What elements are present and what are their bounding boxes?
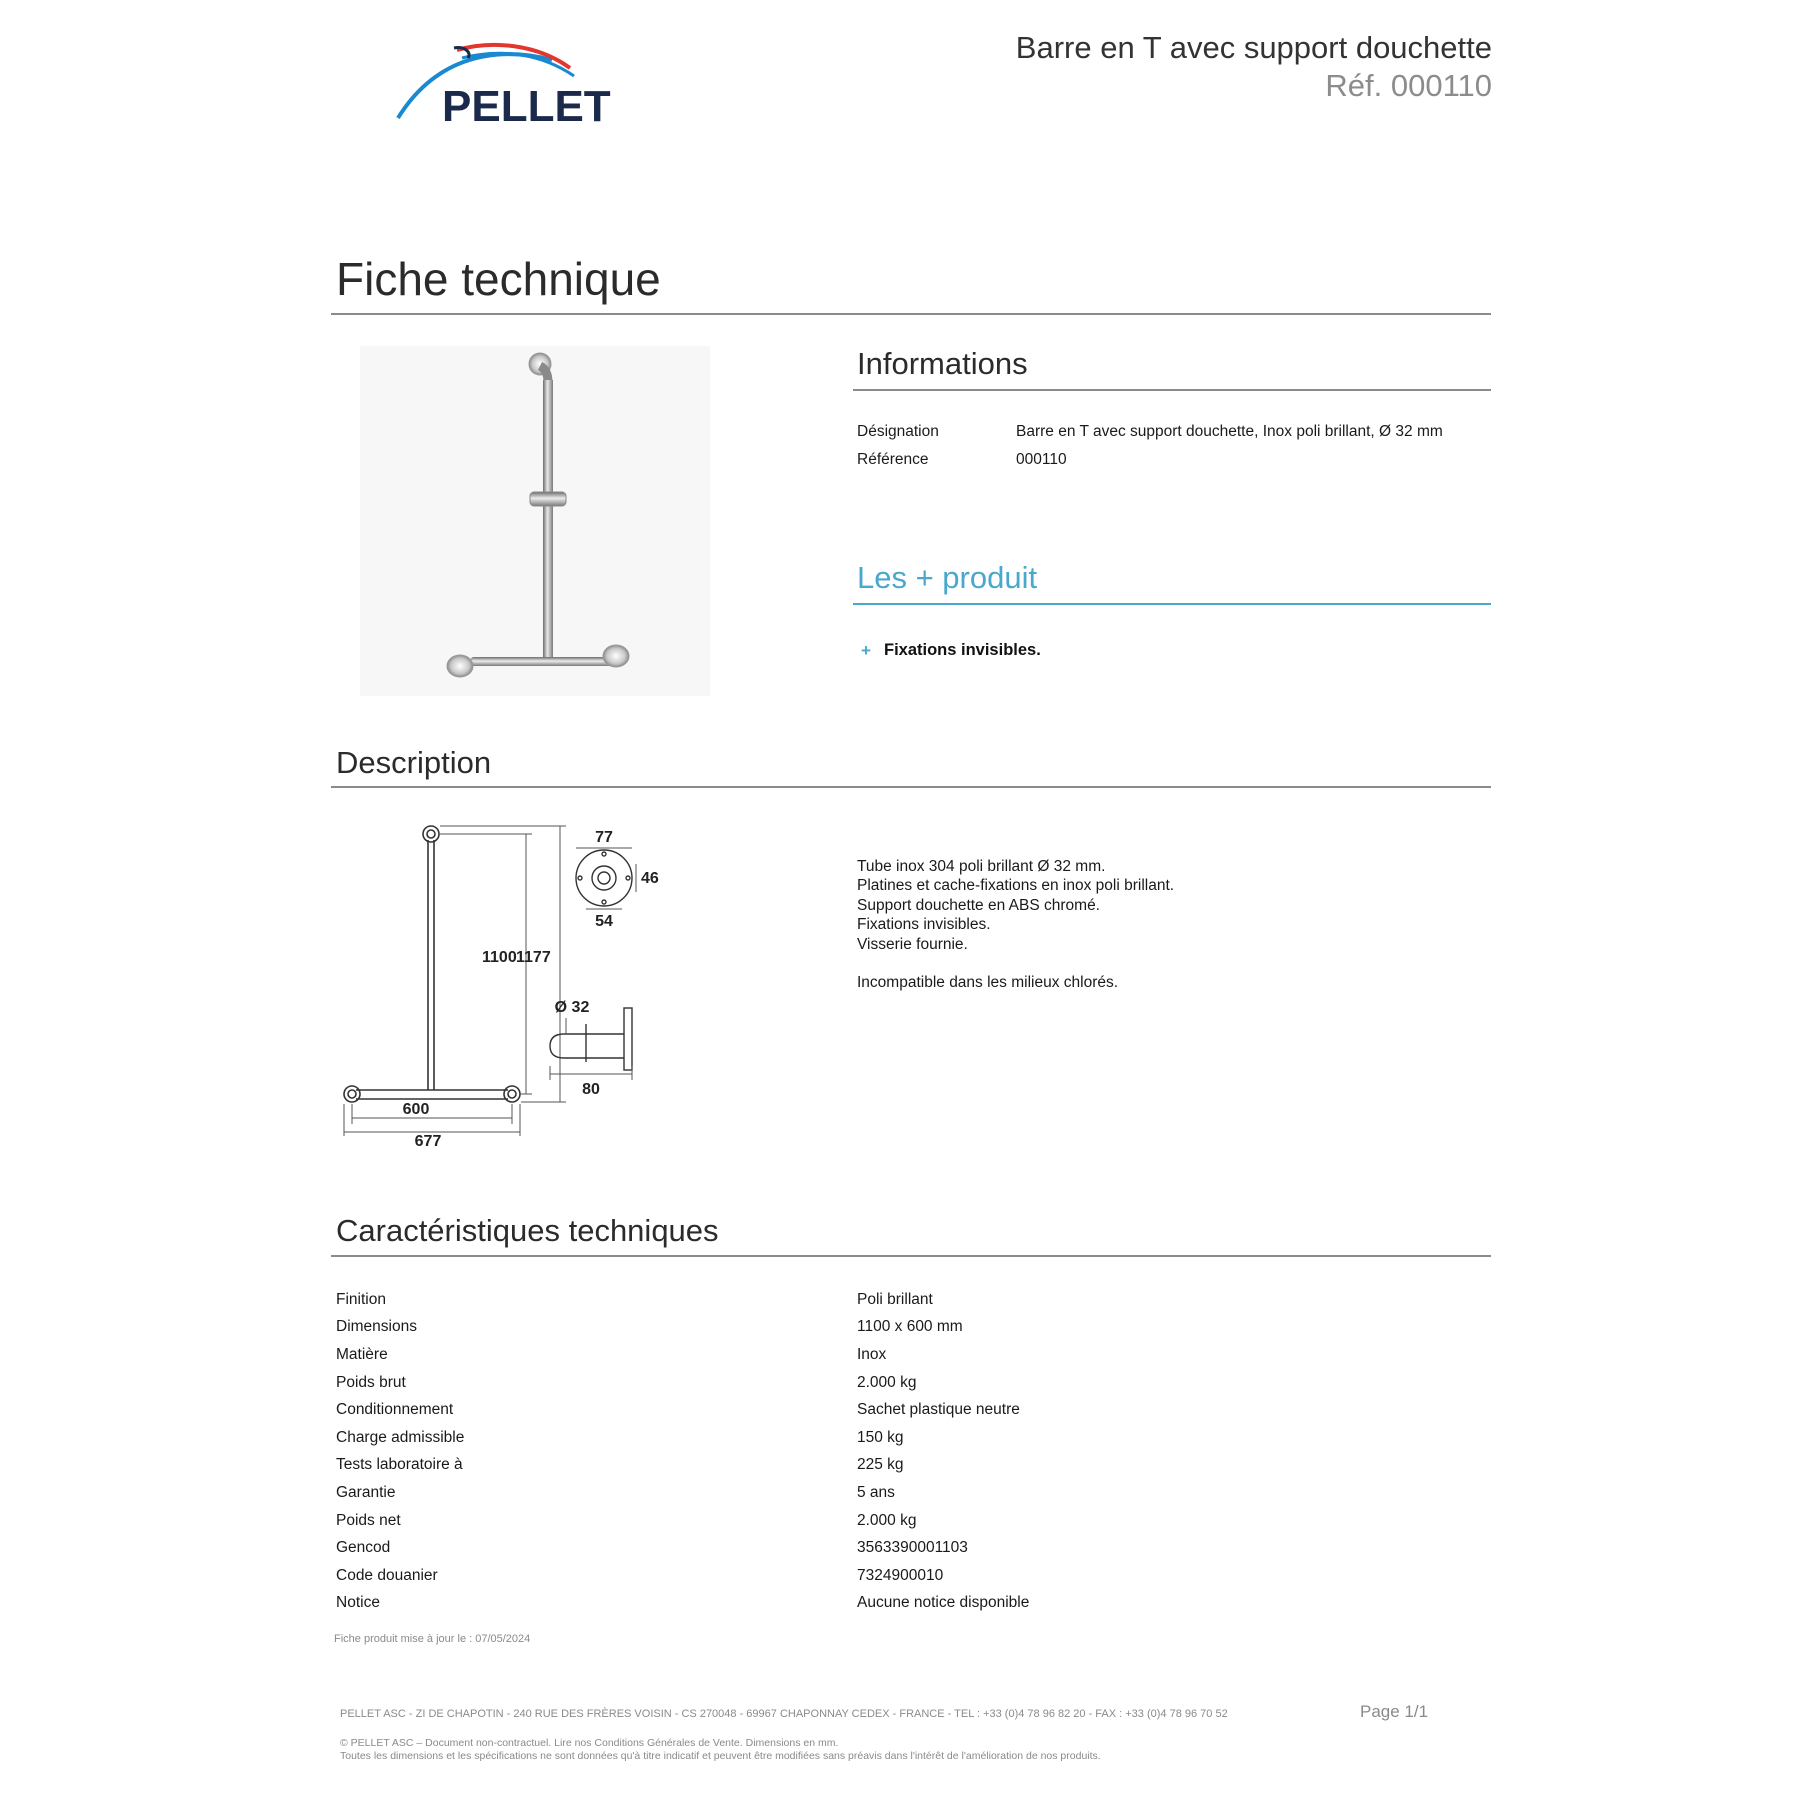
description-line: Visserie fournie. <box>857 935 968 953</box>
dim-plate-holes: 54 <box>595 913 613 930</box>
designation-value: Barre en T avec support douchette, Inox poli brillant, Ø 32 mm <box>1016 423 1443 440</box>
header-product-title: Barre en T avec support douchette <box>1015 30 1492 65</box>
table-row <box>336 1369 1486 1397</box>
plus-produit-title: Les + produit <box>857 560 1038 595</box>
dim-height-inner: 1100 <box>482 949 517 966</box>
dim-tube-diameter: Ø 32 <box>554 999 590 1016</box>
reference-value: 000110 <box>1016 451 1067 468</box>
description-text <box>857 857 1174 993</box>
description-line: Platines et cache-fixations en inox poli brillant. <box>857 877 1175 895</box>
footer-copyright: © PELLET ASC – Document non-contractuel. Lire nos Conditions Générales de Vente. Dimensions en mm. <box>340 1737 839 1749</box>
spec-value: 5 ans <box>857 1483 895 1501</box>
table-row <box>336 1286 1486 1314</box>
dim-width-outer: 677 <box>414 1133 442 1150</box>
dimension-diagram <box>336 812 676 1152</box>
table-row <box>336 1452 1486 1480</box>
spec-label: Code douanier <box>336 1566 438 1584</box>
spec-table <box>336 1286 1486 1617</box>
plus-produit-item: Fixations invisibles. <box>884 641 1041 659</box>
spec-label: Conditionnement <box>336 1401 454 1419</box>
updated-date: Fiche produit mise à jour le : 07/05/2024 <box>334 1633 531 1645</box>
spec-label: Charge admissible <box>336 1428 465 1446</box>
table-row <box>336 1590 1486 1618</box>
table-row <box>336 1479 1486 1507</box>
spec-label: Matière <box>336 1345 388 1363</box>
footer-disclaimer: Toutes les dimensions et les spécifications ne sont données qu'à titre indicatif et peuvent être modifiées sans préavis dans l'intérêt de l'amélioration de nos produits. <box>340 1750 1101 1762</box>
divider <box>331 786 1491 788</box>
spec-label: Poids brut <box>336 1373 406 1391</box>
table-row <box>336 1314 1486 1342</box>
description-line: Fixations invisibles. <box>857 916 991 934</box>
pellet-logo <box>392 38 642 128</box>
header-reference: Réf. 000110 <box>1325 68 1492 103</box>
description-line: Support douchette en ABS chromé. <box>857 896 1100 914</box>
spec-value: 7324900010 <box>857 1566 944 1584</box>
description-line: Tube inox 304 poli brillant Ø 32 mm. <box>857 858 1106 875</box>
spec-label: Gencod <box>336 1539 391 1557</box>
spec-value: 1100 x 600 mm <box>857 1318 963 1336</box>
spec-value: Sachet plastique neutre <box>857 1401 1020 1419</box>
spec-label: Tests laboratoire à <box>336 1456 463 1474</box>
description-title: Description <box>336 745 492 780</box>
spec-value: Aucune notice disponible <box>857 1594 1030 1612</box>
table-row <box>336 1396 1486 1424</box>
product-photo <box>360 346 710 696</box>
table-row <box>336 1507 1486 1535</box>
spec-value: Poli brillant <box>857 1290 933 1308</box>
dim-height-outer: 1177 <box>516 949 551 966</box>
description-line: Incompatible dans les milieux chlorés. <box>857 974 1119 992</box>
page-number: Page 1/1 <box>1360 1702 1429 1721</box>
page-title: Fiche technique <box>336 253 661 305</box>
spec-value: 3563390001103 <box>857 1539 968 1557</box>
caracteristiques-title: Caractéristiques techniques <box>336 1213 719 1248</box>
divider <box>853 389 1491 391</box>
designation-label: Désignation <box>857 423 939 440</box>
spec-label: Poids net <box>336 1511 401 1529</box>
informations-title: Informations <box>857 346 1028 381</box>
spec-label: Notice <box>336 1594 380 1612</box>
logo-wordmark: PELLET <box>442 82 611 128</box>
footer-address: PELLET ASC - ZI DE CHAPOTIN - 240 RUE DES FRÈRES VOISIN - CS 270048 - 69967 CHAPONNAY CEDEX - FRANCE - TEL : +33 (0)4 78 96 82 20 - FAX : +33 (0)4 78 96 70 52 <box>340 1708 1228 1720</box>
spec-value: 2.000 kg <box>857 1373 917 1391</box>
reference-label: Référence <box>857 451 929 468</box>
divider <box>331 1255 1491 1257</box>
plus-icon: + <box>861 641 871 660</box>
divider <box>331 313 1491 315</box>
table-row <box>336 1534 1486 1562</box>
table-row <box>336 1424 1486 1452</box>
description-line <box>857 954 1174 973</box>
spec-value: 2.000 kg <box>857 1511 917 1529</box>
spec-value: Inox <box>857 1345 887 1363</box>
dim-width-inner: 600 <box>402 1101 430 1118</box>
table-row <box>336 1562 1486 1590</box>
spec-value: 225 kg <box>857 1456 904 1474</box>
dim-plate-width: 77 <box>595 829 613 846</box>
dim-depth: 80 <box>582 1081 600 1098</box>
spec-label: Finition <box>336 1290 386 1308</box>
dim-plate-height: 46 <box>641 870 659 887</box>
divider-accent <box>853 603 1491 605</box>
spec-value: 150 kg <box>857 1428 904 1446</box>
table-row <box>336 1341 1486 1369</box>
spec-label: Garantie <box>336 1483 396 1501</box>
spec-label: Dimensions <box>336 1318 417 1336</box>
